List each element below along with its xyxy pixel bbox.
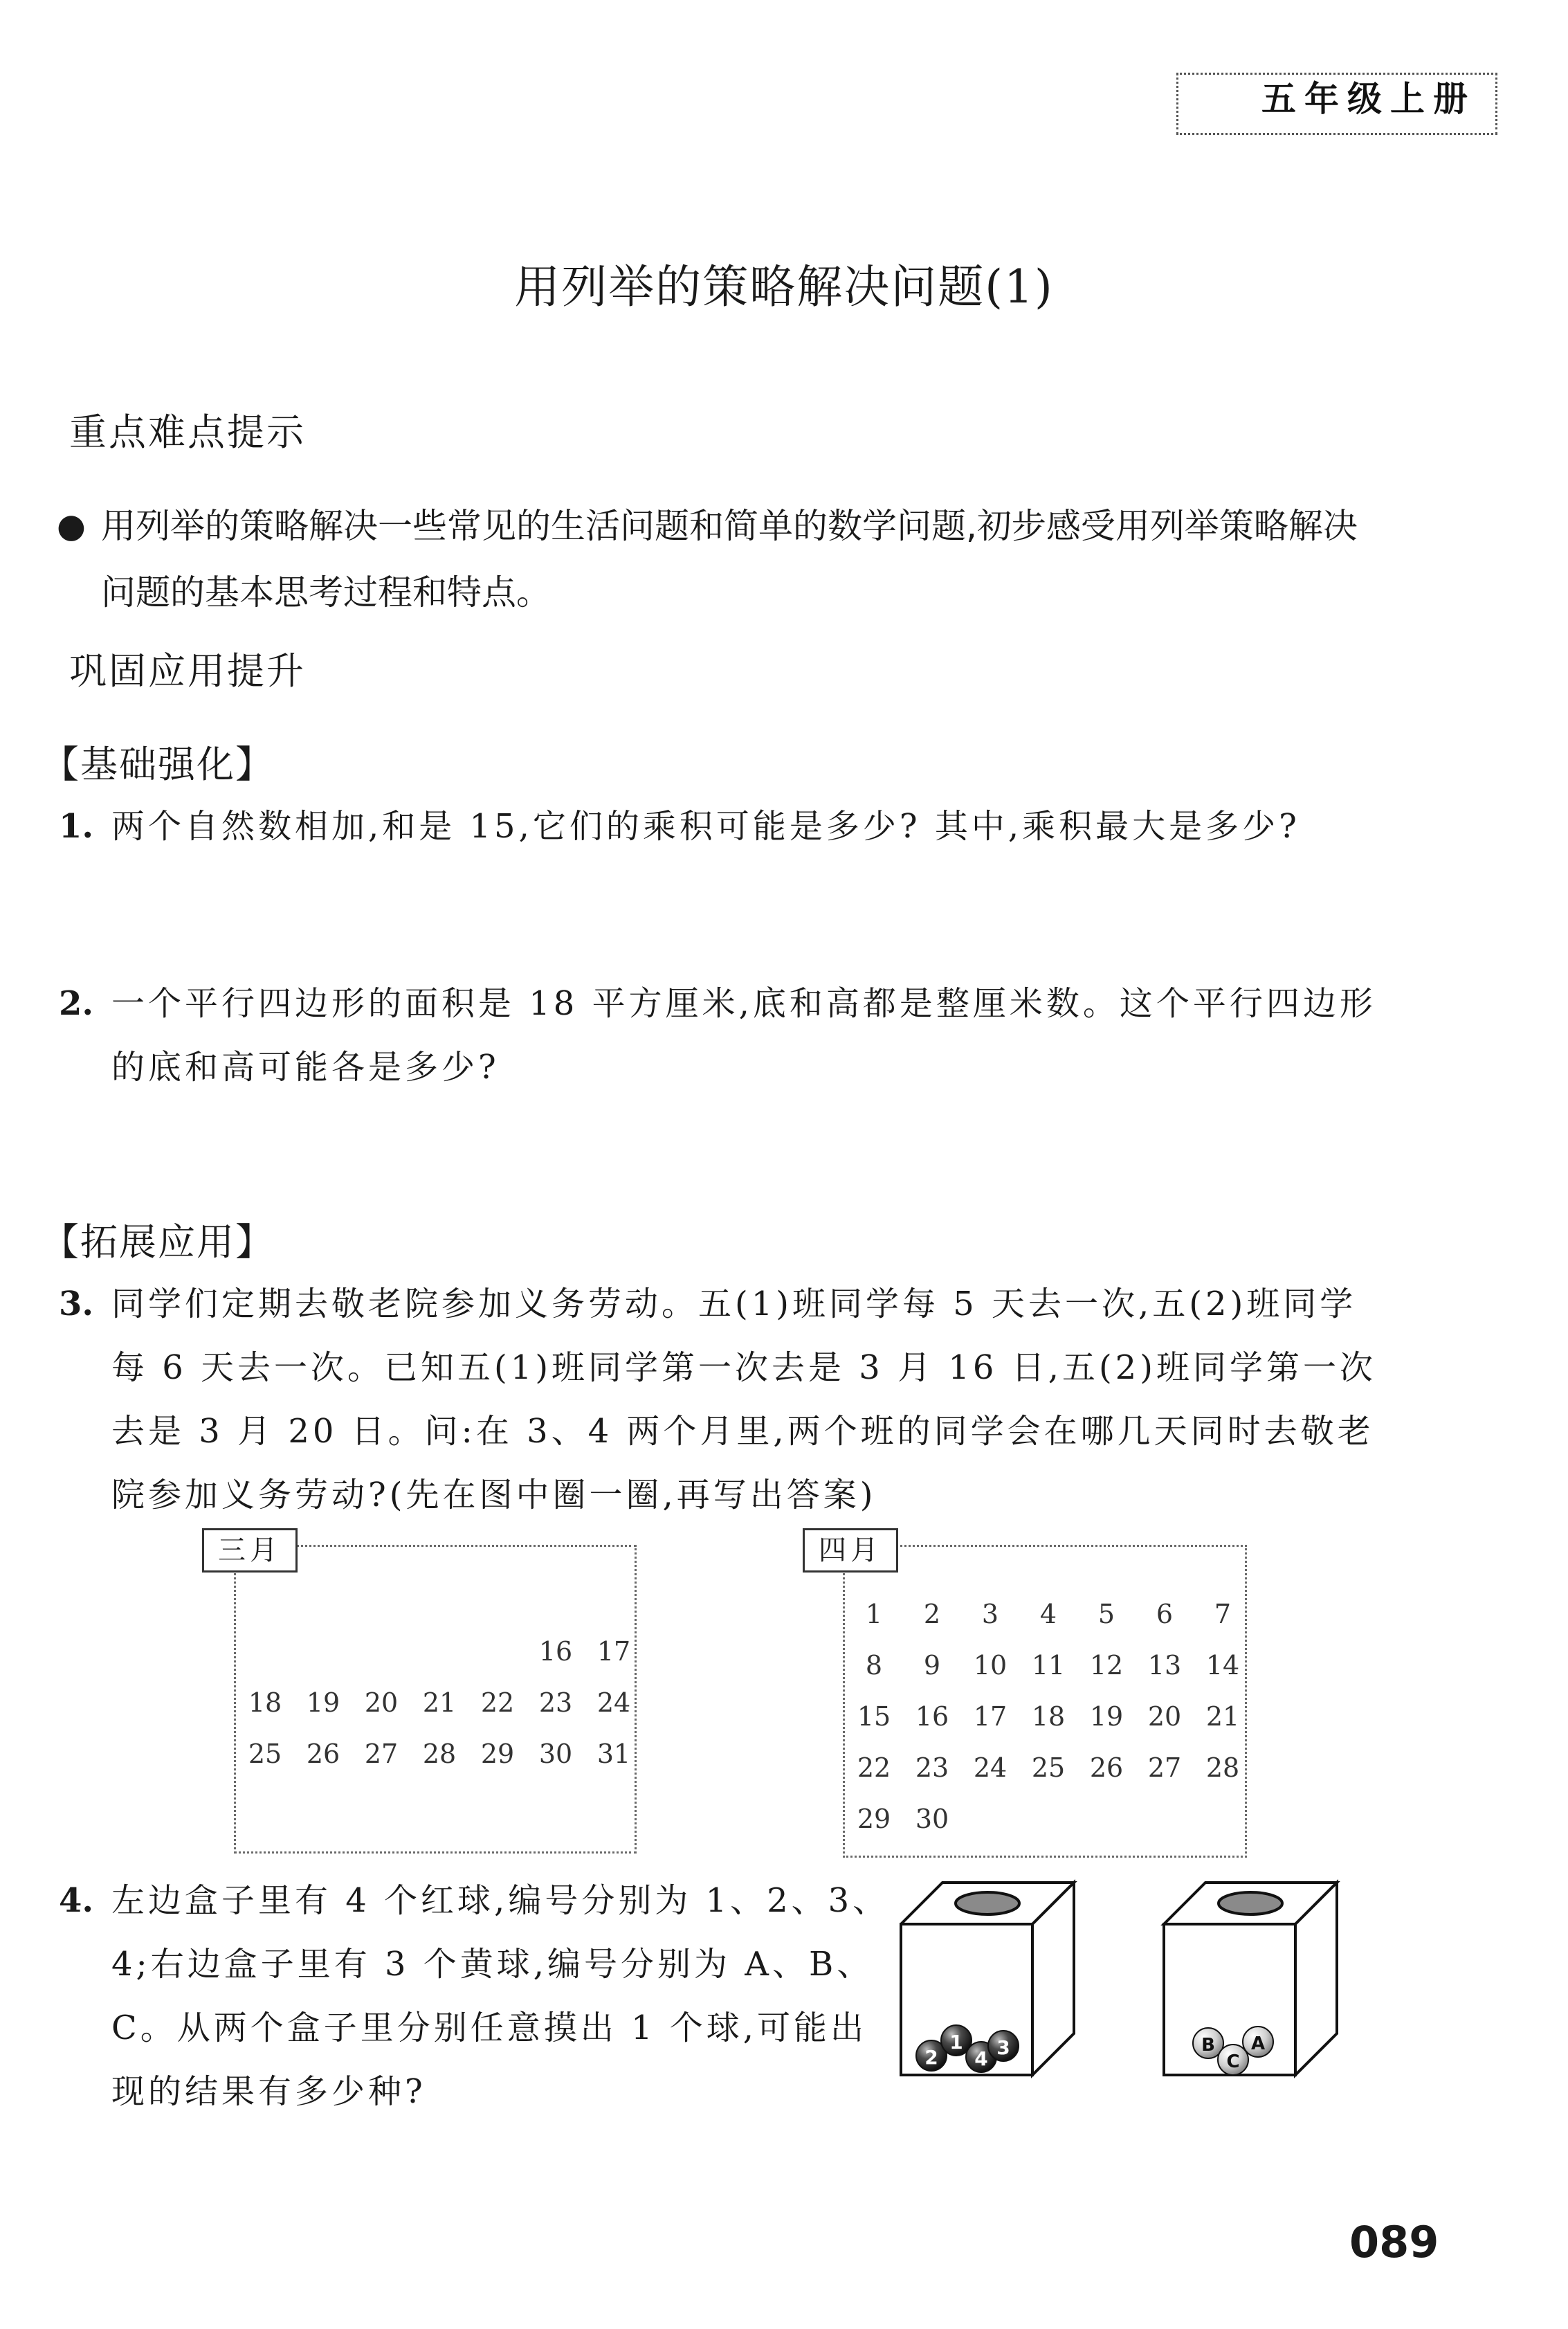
page-title: 用列举的策略解决问题(1): [514, 260, 1054, 314]
calendar-day[interactable]: 11: [1031, 1650, 1066, 1680]
calendar-day[interactable]: [527, 1575, 585, 1626]
calendar-day[interactable]: [585, 1575, 643, 1626]
calendar-day[interactable]: 13: [1147, 1650, 1182, 1680]
calendar-day[interactable]: 23: [538, 1687, 573, 1718]
calendar-day[interactable]: 1: [865, 1599, 883, 1629]
question-4: [59, 1869, 903, 2123]
ball-label: B: [1201, 2035, 1215, 2056]
ball-label: 1: [949, 2031, 963, 2054]
calendar-day[interactable]: 4: [1039, 1599, 1057, 1629]
calendar-day[interactable]: 22: [857, 1752, 891, 1783]
calendar-day[interactable]: 24: [973, 1752, 1008, 1783]
calendar-day[interactable]: [410, 1626, 468, 1677]
calendar-day[interactable]: 30: [915, 1804, 949, 1834]
calendar-day[interactable]: 26: [306, 1739, 340, 1769]
right-box-hole: [1219, 1892, 1282, 1914]
calendar-day[interactable]: 15: [857, 1701, 891, 1732]
calendar-day[interactable]: 27: [1147, 1752, 1182, 1783]
ball-label: A: [1250, 2033, 1266, 2054]
calendar-day[interactable]: [236, 1575, 294, 1626]
subsection-extended: 【拓展应用】: [42, 1220, 274, 1264]
calendar-day[interactable]: 22: [480, 1687, 515, 1718]
calendar-day[interactable]: 16: [915, 1701, 949, 1732]
calendar-day[interactable]: 26: [1089, 1752, 1124, 1783]
calendar-april-label: 四月: [803, 1528, 898, 1573]
calendar-day[interactable]: 28: [422, 1739, 457, 1769]
calendar-day[interactable]: 17: [973, 1701, 1008, 1732]
calendar-day[interactable]: 23: [915, 1752, 949, 1783]
calendar-day[interactable]: 29: [480, 1739, 515, 1769]
left-box-hole: [956, 1892, 1019, 1914]
section-key-points: 重点难点提示: [69, 410, 306, 454]
tip-paragraph: [57, 493, 1385, 626]
calendar-day[interactable]: 9: [923, 1650, 941, 1680]
calendar-day[interactable]: [468, 1575, 527, 1626]
calendar-day[interactable]: [294, 1626, 352, 1677]
calendar-day[interactable]: 20: [1147, 1701, 1182, 1732]
calendar-day[interactable]: 5: [1097, 1599, 1115, 1629]
calendar-day[interactable]: 30: [538, 1739, 573, 1769]
ball-boxes-illustration: [900, 1869, 1342, 2090]
calendar-day[interactable]: 8: [865, 1650, 883, 1680]
grade-label: 五年级上册: [1256, 75, 1482, 123]
calendar-day[interactable]: 6: [1156, 1599, 1174, 1629]
calendar-day[interactable]: [352, 1575, 410, 1626]
calendar-day[interactable]: [352, 1626, 410, 1677]
calendar-day[interactable]: 27: [364, 1739, 399, 1769]
question-number: 1.: [59, 807, 94, 846]
calendar-day[interactable]: 12: [1089, 1650, 1124, 1680]
calendar-day[interactable]: 21: [422, 1687, 457, 1718]
calendar-day[interactable]: [410, 1575, 468, 1626]
question-number: 4.: [59, 1881, 94, 1920]
calendar-day[interactable]: 14: [1205, 1650, 1240, 1680]
question-text: 一个平行四边形的面积是 18 平方厘米,底和高都是整厘米数。这个平行四边形的底和高可能各是多少?: [111, 984, 1376, 1087]
calendar-april-grid: [845, 1588, 1252, 1845]
section-consolidate: 巩固应用提升: [69, 649, 306, 693]
calendar-day[interactable]: 18: [248, 1687, 282, 1718]
calendar-march-grid: [236, 1575, 643, 1779]
tip-text: 用列举的策略解决一些常见的生活问题和简单的数学问题,初步感受用列举策略解决问题的基本思考过程和特点。: [101, 506, 1358, 613]
calendar-day[interactable]: 18: [1031, 1701, 1066, 1732]
calendar-day[interactable]: [468, 1626, 527, 1677]
question-number: 2.: [59, 984, 94, 1023]
question-text: 两个自然数相加,和是 15,它们的乘积可能是多少? 其中,乘积最大是多少?: [111, 807, 1300, 846]
calendar-march: [234, 1545, 637, 1854]
calendar-day[interactable]: 7: [1214, 1599, 1232, 1629]
ball-label: 4: [974, 2047, 988, 2070]
calendar-day[interactable]: 20: [364, 1687, 399, 1718]
ball-label: C: [1226, 2051, 1240, 2072]
calendar-day[interactable]: 2: [923, 1599, 941, 1629]
calendar-day[interactable]: 3: [981, 1599, 999, 1629]
calendar-day[interactable]: 25: [248, 1739, 282, 1769]
page-number: 089: [1349, 2217, 1439, 2267]
right-box: [1164, 1883, 1337, 2075]
calendar-day[interactable]: 19: [1089, 1701, 1124, 1732]
ball-label: 2: [924, 2046, 938, 2069]
calendar-day[interactable]: 29: [857, 1804, 891, 1834]
calendar-day[interactable]: 24: [596, 1687, 631, 1718]
subsection-basic: 【基础强化】: [42, 743, 274, 786]
question-number: 3.: [59, 1285, 94, 1323]
calendar-day[interactable]: [236, 1626, 294, 1677]
calendar-day[interactable]: 21: [1205, 1701, 1240, 1732]
calendar-day[interactable]: 16: [538, 1636, 573, 1667]
calendar-april: [843, 1545, 1247, 1858]
question-3: [59, 1272, 1387, 1527]
grade-tag: [1176, 73, 1497, 135]
left-box: [901, 1883, 1074, 2075]
calendar-day[interactable]: 10: [973, 1650, 1008, 1680]
question-2: [59, 972, 1387, 1099]
question-1: [59, 795, 1387, 858]
calendar-day[interactable]: 28: [1205, 1752, 1240, 1783]
ball-label: 3: [996, 2036, 1010, 2059]
calendar-march-label: 三月: [202, 1528, 298, 1573]
calendar-day[interactable]: 17: [596, 1636, 631, 1667]
calendar-day[interactable]: 19: [306, 1687, 340, 1718]
question-text: 左边盒子里有 4 个红球,编号分别为 1、2、3、4;右边盒子里有 3 个黄球,编号分别为 A、B、C。从两个盒子里分别任意摸出 1 个球,可能出现的结果有多少种?: [111, 1881, 890, 2111]
question-text: 同学们定期去敬老院参加义务劳动。五(1)班同学每 5 天去一次,五(2)班同学每 6 天去一次。已知五(1)班同学第一次去是 3 月 16 日,五(2)班同学第一次去是 3 月 20 日。问:在 3、4 两个月里,两个班的同学会在哪几天同时去敬老院参加义务劳动?(先在图中圈一圈,再写出答案): [111, 1285, 1376, 1514]
calendar-day[interactable]: 31: [596, 1739, 631, 1769]
bullet-icon: ●: [57, 507, 86, 545]
calendar-day[interactable]: [294, 1575, 352, 1626]
calendar-day[interactable]: 25: [1031, 1752, 1066, 1783]
